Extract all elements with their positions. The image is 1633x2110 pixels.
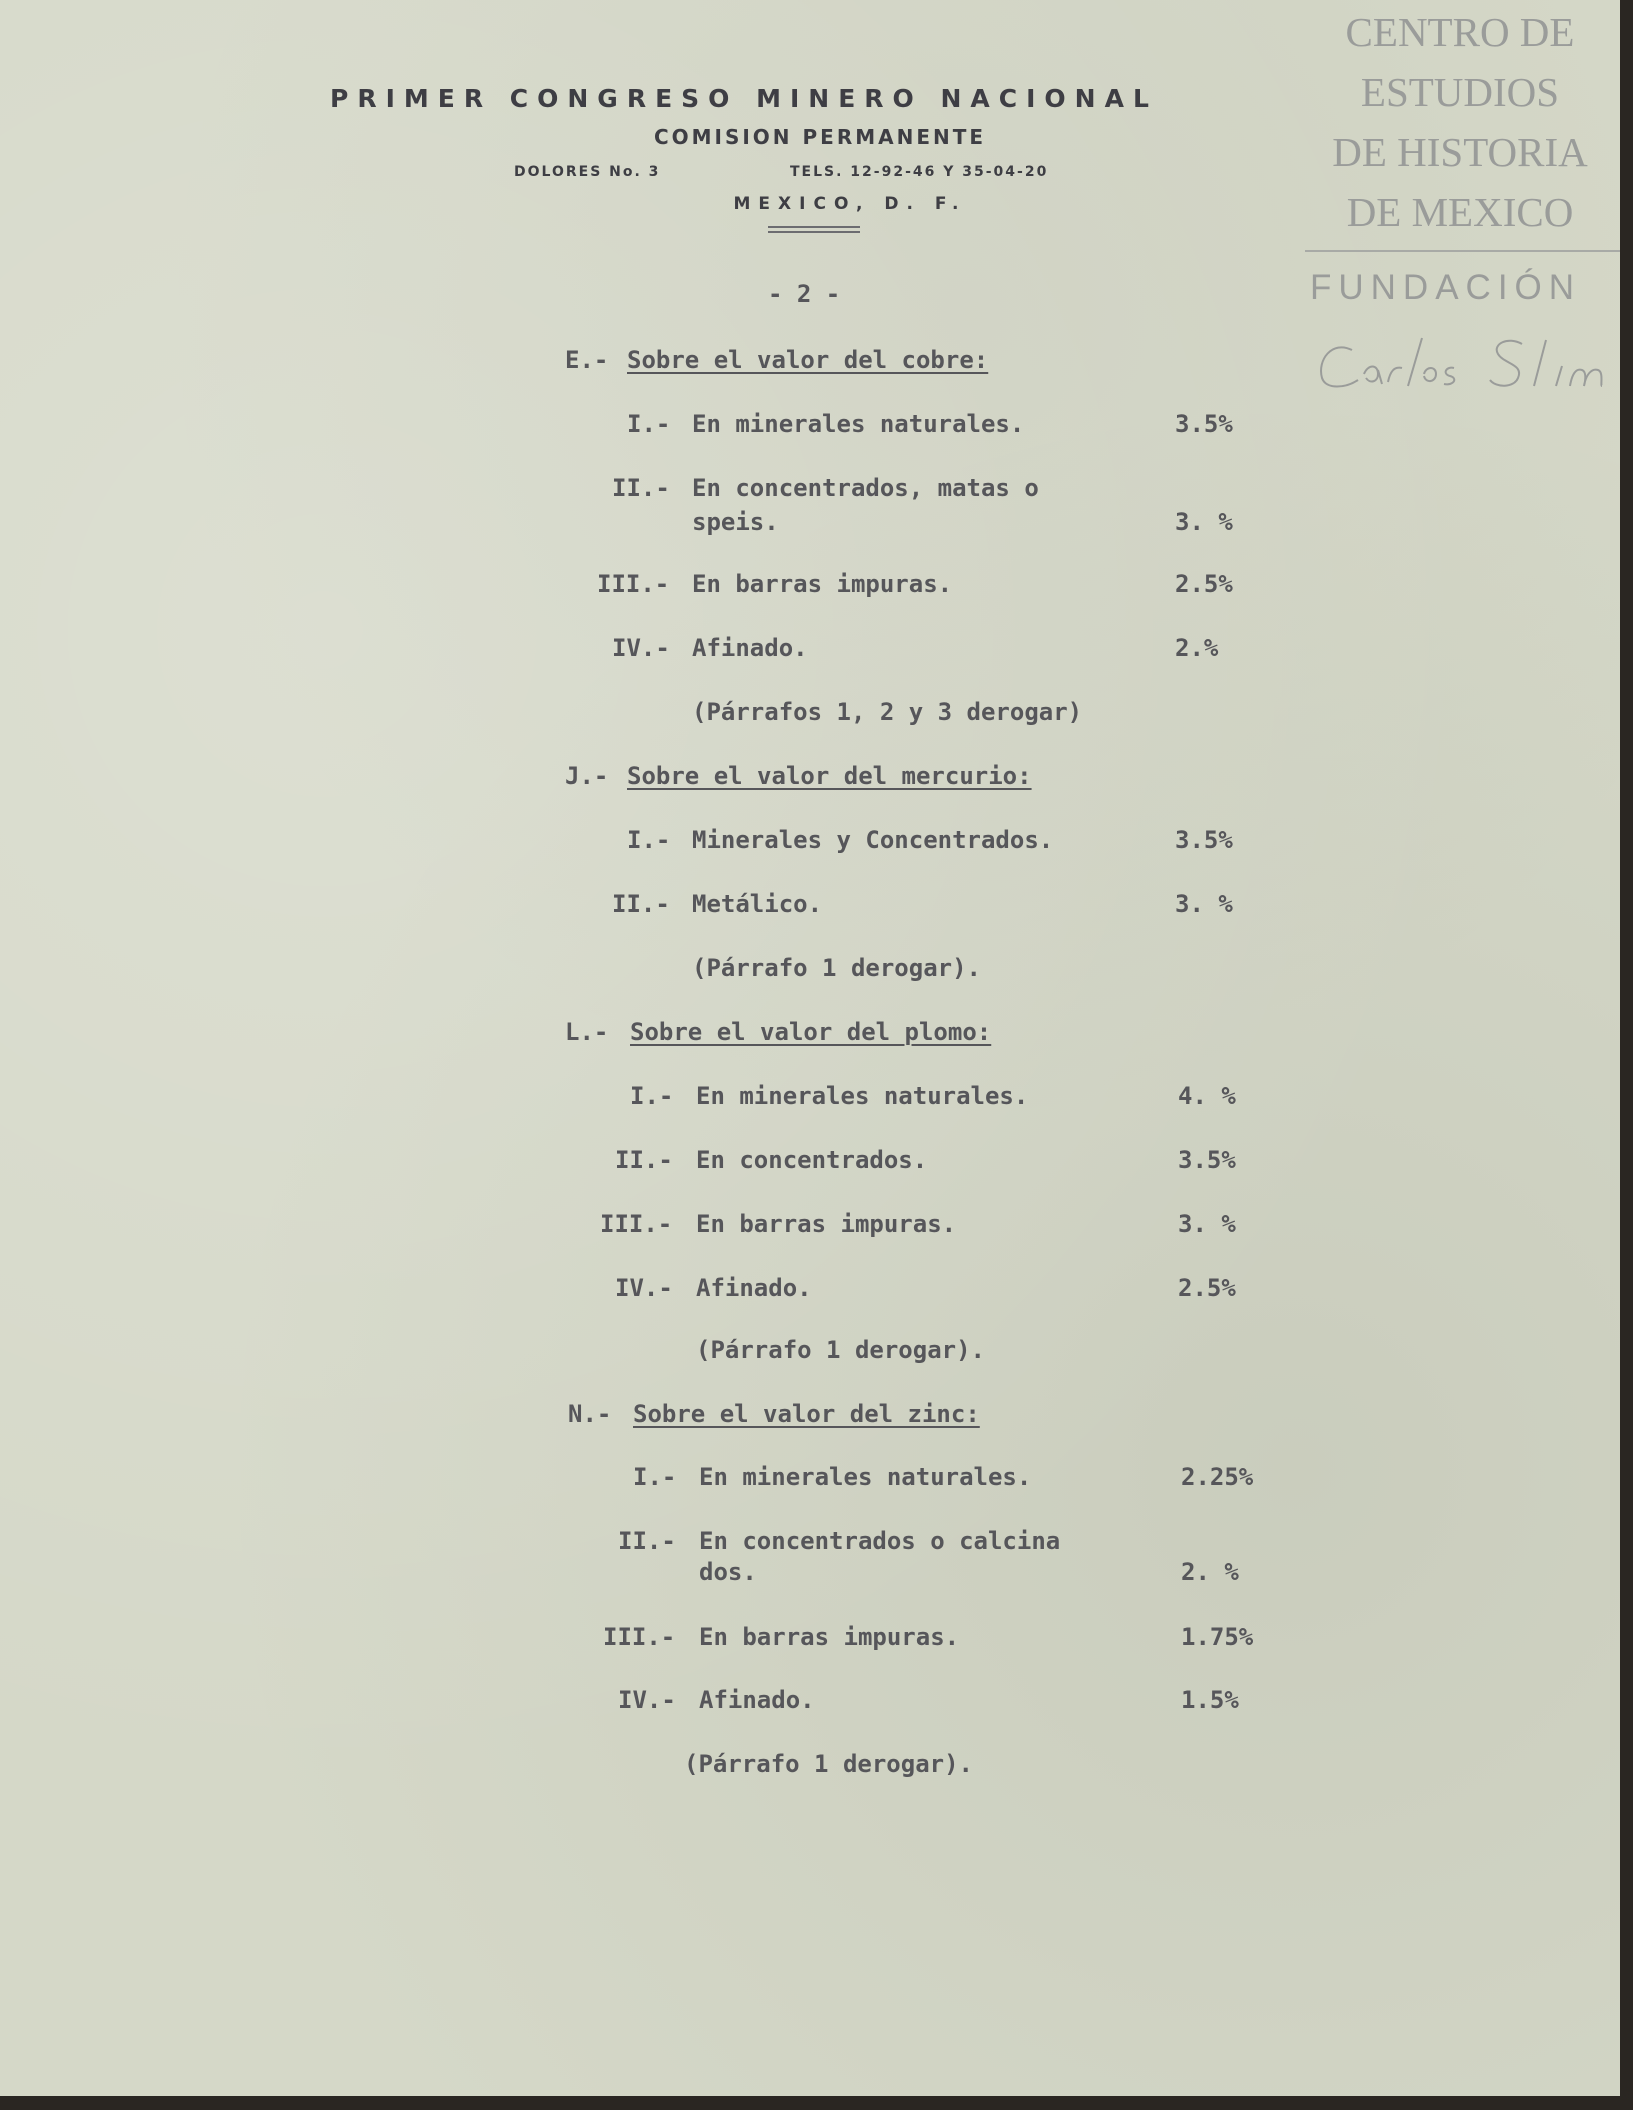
section-heading: Sobre el valor del zinc: — [633, 1400, 980, 1428]
item-text: En concentrados o calcina — [699, 1527, 1061, 1555]
section-letter: E.- — [565, 346, 609, 374]
section-note: (Párrafos 1, 2 y 3 derogar) — [692, 698, 1083, 726]
item-number: II.- — [612, 474, 670, 502]
stamp-line: CENTRO DE — [1345, 9, 1575, 55]
section-note: (Párrafo 1 derogar). — [684, 1750, 973, 1778]
item-rate: 3.5% — [1175, 410, 1233, 438]
item-rate: 2. % — [1181, 1558, 1239, 1586]
item-text: En barras impuras. — [696, 1210, 957, 1238]
item-text: Afinado. — [696, 1274, 812, 1302]
item-rate: 4. % — [1178, 1082, 1236, 1110]
stamp-line: DE HISTORIA — [1332, 129, 1588, 175]
section-note: (Párrafo 1 derogar). — [696, 1336, 985, 1364]
item-number: I.- — [633, 1463, 677, 1491]
section-note: (Párrafo 1 derogar). — [692, 954, 981, 982]
item-rate: 2.25% — [1181, 1463, 1254, 1491]
item-number: II.- — [612, 890, 670, 918]
stamp-line: DE MEXICO — [1346, 189, 1574, 235]
item-rate: 3. % — [1175, 890, 1233, 918]
section-heading: Sobre el valor del cobre: — [627, 346, 989, 374]
scan-border — [0, 2096, 1633, 2110]
item-rate: 2.5% — [1175, 570, 1233, 598]
stamp-foundation: FUNDACIÓN — [1310, 268, 1582, 307]
item-number: I.- — [627, 826, 671, 854]
item-rate: 1.5% — [1181, 1686, 1239, 1714]
item-rate: 3. % — [1178, 1210, 1236, 1238]
item-rate: 3. % — [1175, 508, 1233, 536]
item-text: Metálico. — [692, 890, 823, 918]
item-number: III.- — [597, 570, 670, 598]
item-text: En barras impuras. — [699, 1623, 960, 1651]
item-number: III.- — [600, 1210, 673, 1238]
item-text: Minerales y Concentrados. — [692, 826, 1054, 854]
item-number: II.- — [618, 1527, 676, 1555]
section-heading: Sobre el valor del mercurio: — [627, 762, 1032, 790]
letterhead-address: DOLORES No. 3 — [514, 164, 661, 180]
scan-border — [1620, 0, 1633, 2110]
item-text: Afinado. — [699, 1686, 815, 1714]
item-text: En concentrados, matas o — [692, 474, 1039, 502]
item-rate: 2.% — [1175, 634, 1219, 662]
item-text: En minerales naturales. — [699, 1463, 1032, 1491]
item-number: II.- — [615, 1146, 673, 1174]
item-number: III.- — [603, 1623, 676, 1651]
item-text-continued: speis. — [692, 508, 779, 536]
letterhead-phones: TELS. 12-92-46 Y 35-04-20 — [790, 164, 1049, 180]
item-rate: 1.75% — [1181, 1623, 1254, 1651]
stamp-line: ESTUDIOS — [1360, 69, 1560, 115]
item-text: Afinado. — [692, 634, 808, 662]
section-letter: L.- — [565, 1018, 609, 1046]
item-text: En minerales naturales. — [696, 1082, 1029, 1110]
item-rate: 3.5% — [1175, 826, 1233, 854]
item-text: En concentrados. — [696, 1146, 928, 1174]
letterhead-rule — [768, 226, 860, 228]
item-number: IV.- — [612, 634, 670, 662]
stamp-divider — [1305, 250, 1620, 252]
item-rate: 3.5% — [1178, 1146, 1236, 1174]
item-number: I.- — [627, 410, 671, 438]
item-number: IV.- — [615, 1274, 673, 1302]
item-text-continued: dos. — [699, 1558, 757, 1586]
page-number: - 2 - — [768, 280, 841, 308]
signature-logo — [1312, 330, 1622, 400]
section-heading: Sobre el valor del plomo: — [630, 1018, 992, 1046]
letterhead-rule — [768, 231, 860, 233]
letterhead-subtitle: COMISION PERMANENTE — [653, 125, 987, 149]
letterhead-city: MEXICO, D. F. — [733, 194, 967, 214]
section-letter: J.- — [565, 762, 609, 790]
item-text: En minerales naturales. — [692, 410, 1025, 438]
item-number: IV.- — [618, 1686, 676, 1714]
item-text: En barras impuras. — [692, 570, 953, 598]
item-rate: 2.5% — [1178, 1274, 1236, 1302]
letterhead-organization: PRIMER CONGRESO MINERO NACIONAL — [330, 84, 1158, 113]
item-number: I.- — [630, 1082, 674, 1110]
section-letter: N.- — [568, 1400, 612, 1428]
